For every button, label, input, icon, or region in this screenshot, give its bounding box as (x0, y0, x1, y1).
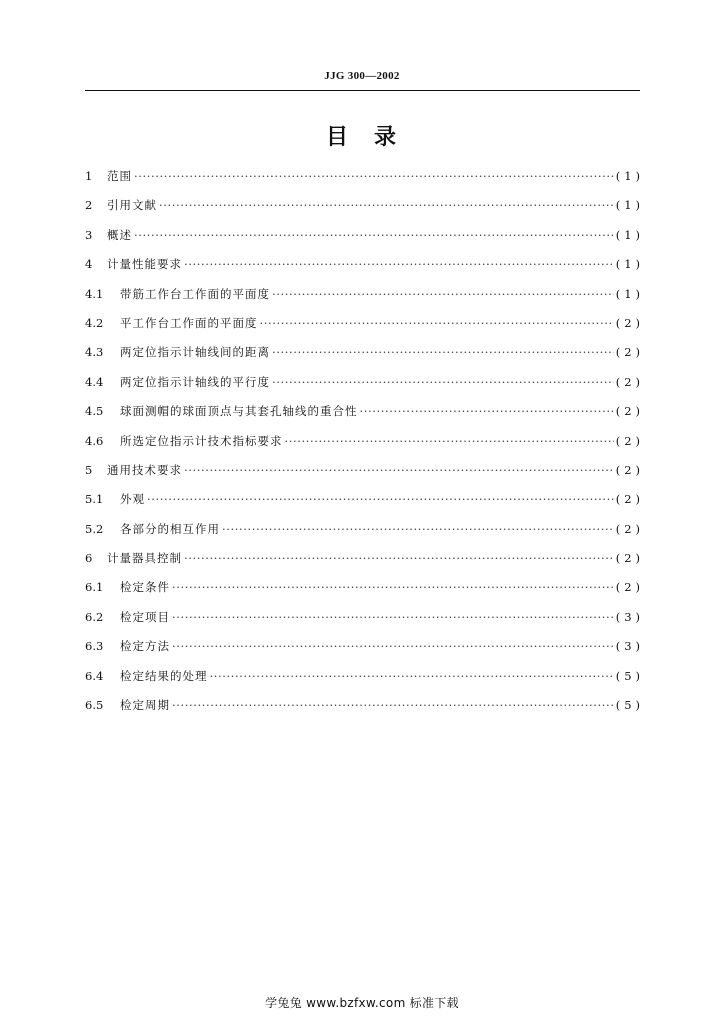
table-of-contents (85, 168, 644, 726)
toc-number: 6 (85, 551, 93, 566)
dot-leader (172, 580, 614, 594)
toc-number: 3 (85, 227, 93, 242)
toc-number: 5.1 (85, 492, 104, 507)
toc-page-number: (2) (615, 580, 644, 595)
toc-label: 检定条件 (120, 580, 170, 595)
toc-page-number: (2) (615, 315, 644, 330)
toc-page-number: (2) (615, 521, 644, 536)
dot-leader (260, 316, 614, 330)
toc-number: 5.2 (85, 521, 104, 536)
toc-page-number: (1) (615, 198, 644, 213)
toc-number: 6.2 (85, 609, 104, 624)
toc-label: 外观 (120, 492, 145, 507)
toc-number: 6.4 (85, 668, 104, 683)
toc-entry[interactable] (85, 550, 644, 579)
toc-number: 1 (85, 169, 93, 183)
toc-label: 通用技术要求 (107, 462, 182, 477)
toc-page-number: (5) (615, 668, 644, 683)
toc-page-number: (1) (615, 257, 644, 272)
toc-page-number: (2) (615, 374, 644, 389)
dot-leader (134, 228, 614, 242)
toc-number: 4.3 (85, 345, 104, 360)
toc-entry[interactable] (85, 227, 644, 256)
header-divider (85, 90, 640, 91)
toc-number: 2 (85, 198, 93, 213)
toc-page-number: (2) (615, 462, 644, 477)
toc-label: 各部分的相互作用 (120, 521, 220, 536)
toc-entry[interactable] (85, 521, 644, 550)
toc-label: 带筋工作台工作面的平面度 (120, 286, 270, 301)
toc-entry[interactable] (85, 668, 644, 697)
dot-leader (210, 669, 614, 683)
dot-leader (285, 434, 614, 448)
toc-number: 4.1 (85, 286, 104, 301)
toc-page-number: (2) (615, 551, 644, 566)
toc-page-number: (2) (615, 433, 644, 448)
toc-page-number: (2) (615, 345, 644, 360)
toc-entry[interactable] (85, 168, 644, 197)
dot-leader (184, 463, 614, 477)
toc-entry[interactable] (85, 433, 644, 462)
toc-label: 检定项目 (120, 609, 170, 624)
toc-number: 4.5 (85, 404, 104, 419)
dot-leader (172, 698, 614, 712)
toc-entry[interactable] (85, 579, 644, 608)
toc-entry[interactable] (85, 286, 644, 315)
toc-label: 平工作台工作面的平面度 (120, 315, 258, 330)
toc-number: 5 (85, 462, 93, 477)
dot-leader (184, 551, 614, 565)
dot-leader (184, 257, 614, 271)
toc-entry[interactable] (85, 638, 644, 667)
dot-leader (172, 639, 614, 653)
toc-entry[interactable] (85, 491, 644, 520)
dot-leader (147, 492, 614, 506)
toc-number: 4.2 (85, 315, 104, 330)
toc-label: 检定周期 (120, 698, 170, 713)
footer-watermark[interactable]: 学兔兔 www.bzfxw.com 标准下载 (265, 996, 459, 1010)
toc-number: 6.5 (85, 698, 104, 713)
toc-page-number: (1) (615, 169, 644, 183)
toc-page-number: (1) (615, 286, 644, 301)
toc-entry[interactable] (85, 462, 644, 491)
toc-entry[interactable] (85, 197, 644, 226)
toc-label: 两定位指示计轴线间的距离 (120, 345, 270, 360)
toc-title: 目 录 (325, 125, 398, 150)
toc-entry[interactable] (85, 315, 644, 344)
dot-leader (272, 375, 614, 389)
toc-number: 4 (85, 257, 93, 272)
toc-number: 4.4 (85, 374, 104, 389)
toc-page-number: (3) (615, 609, 644, 624)
toc-page-number: (2) (615, 404, 644, 419)
toc-label: 两定位指示计轴线的平行度 (120, 374, 270, 389)
dot-leader (172, 610, 614, 624)
toc-entry[interactable] (85, 403, 644, 432)
toc-entry[interactable] (85, 697, 644, 726)
toc-page-number: (5) (615, 698, 644, 713)
toc-label: 检定结果的处理 (120, 668, 208, 683)
toc-page-number: (1) (615, 227, 644, 242)
dot-leader (134, 169, 614, 183)
toc-label: 计量性能要求 (107, 257, 182, 272)
toc-entry[interactable] (85, 256, 644, 285)
toc-number: 6.3 (85, 639, 104, 654)
dot-leader (272, 345, 614, 359)
document-code: JJG 300—2002 (324, 70, 400, 82)
toc-label: 范围 (107, 169, 132, 183)
dot-leader (159, 198, 614, 212)
toc-label: 检定方法 (120, 639, 170, 654)
toc-entry[interactable] (85, 344, 644, 373)
toc-page-number: (2) (615, 492, 644, 507)
toc-label: 概述 (107, 227, 132, 242)
dot-leader (360, 404, 614, 418)
dot-leader (272, 287, 614, 301)
toc-number: 4.6 (85, 433, 104, 448)
toc-label: 所选定位指示计技术指标要求 (120, 433, 283, 448)
dot-leader (222, 522, 614, 536)
toc-number: 6.1 (85, 580, 104, 595)
toc-label: 计量器具控制 (107, 551, 182, 566)
toc-entry[interactable] (85, 609, 644, 638)
toc-entry[interactable] (85, 374, 644, 403)
toc-label: 引用文献 (107, 198, 157, 213)
toc-page-number: (3) (615, 639, 644, 654)
toc-label: 球面测帽的球面顶点与其套孔轴线的重合性 (120, 404, 358, 419)
